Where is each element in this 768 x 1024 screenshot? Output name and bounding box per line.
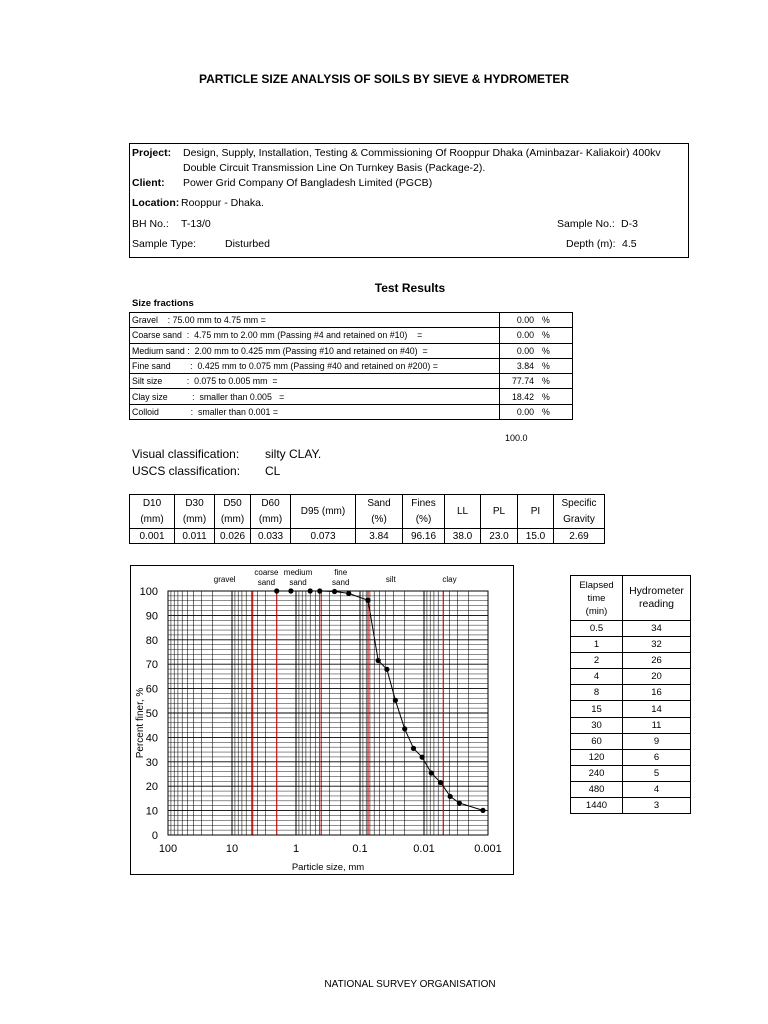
hydrometer-reading-header-line: reading [638, 598, 675, 610]
hydrometer-reading: 26 [623, 653, 691, 669]
data-point [411, 746, 416, 751]
footer: NATIONAL SURVEY ORGANISATION [324, 979, 496, 990]
zone-label: sand [289, 578, 307, 587]
size-fractions-table [129, 312, 573, 420]
elapsed-time: 240 [571, 765, 623, 781]
size-fraction-row [130, 313, 573, 328]
data-point [365, 598, 370, 603]
size-fraction-value: 0.00 [516, 345, 534, 356]
hydrometer-row [571, 701, 691, 717]
bh-value: T-13/0 [181, 218, 211, 230]
elapsed-time: 60 [571, 733, 623, 749]
property-value: 0.033 [251, 529, 291, 544]
project-line-1: Design, Supply, Installation, Testing & Commissioning Of Rooppur Dhaka (Aminbazar- Kaliakoir) 400kv [183, 147, 661, 159]
project-label: Project: [132, 147, 172, 159]
y-tick-label: 80 [145, 634, 158, 647]
property-header [518, 495, 554, 529]
client-label: Client: [132, 177, 165, 189]
hydrometer-header-row [571, 576, 691, 621]
size-fraction-unit: % [542, 315, 550, 326]
hydrometer-reading: 34 [623, 621, 691, 637]
elapsed-time-header-line: (min) [585, 605, 608, 617]
uscs-classification-label: USCS classification: [132, 464, 241, 478]
x-tick-label: 0.001 [474, 843, 502, 855]
property-header [251, 495, 291, 529]
gradation-chart-svg [131, 566, 513, 874]
size-fraction-label: Fine sand : 0.425 mm to 0.075 mm (Passing #40 and retained on #200) = [130, 358, 500, 373]
hydrometer-row [571, 637, 691, 653]
sample-type-label: Sample Type: [132, 238, 197, 250]
size-fraction-row [130, 328, 573, 343]
y-tick-label: 50 [145, 708, 158, 720]
uscs-classification-value: CL [265, 464, 281, 478]
property-value: 0.001 [130, 529, 175, 544]
property-header-line: Fines [411, 497, 436, 509]
property-header-line: LL [456, 505, 469, 517]
property-header-line: Gravity [563, 513, 595, 525]
depth-label: Depth (m): [566, 238, 616, 250]
size-fraction-row [130, 358, 573, 373]
size-fraction-value-cell [500, 404, 573, 419]
x-tick-label: 100 [158, 843, 178, 855]
property-header [481, 495, 518, 529]
sample-no-value: D-3 [621, 218, 638, 230]
property-value: 15.0 [518, 529, 554, 544]
hydrometer-row [571, 717, 691, 733]
y-tick-label: 60 [145, 683, 158, 696]
gradation-chart [130, 565, 514, 875]
page-title: PARTICLE SIZE ANALYSIS OF SOILS BY SIEVE & HYDROMETER [198, 72, 570, 86]
property-value: 2.69 [554, 529, 605, 544]
property-header-line: D50 [223, 497, 242, 509]
size-fraction-value: 18.42 [511, 391, 534, 402]
x-tick-label: 1 [292, 843, 300, 855]
size-fraction-value: 0.00 [516, 330, 534, 341]
y-tick-label: 90 [145, 610, 158, 623]
property-header-line: (mm) [258, 513, 283, 525]
elapsed-time: 15 [571, 701, 623, 717]
elapsed-time: 480 [571, 781, 623, 797]
y-tick-label: 10 [145, 805, 158, 818]
hydrometer-reading: 5 [623, 765, 691, 781]
y-tick-label: 70 [145, 659, 158, 672]
elapsed-time-header [571, 576, 623, 621]
y-tick-label: 40 [145, 732, 158, 745]
sample-type-value: Disturbed [225, 238, 270, 250]
size-fraction-value-cell [500, 313, 573, 328]
hydrometer-row [571, 781, 691, 797]
property-value: 0.026 [215, 529, 251, 544]
zone-label: gravel [213, 575, 236, 584]
size-fraction-unit: % [542, 406, 550, 417]
visual-classification-value: silty CLAY. [265, 447, 322, 461]
y-axis-label: Percent finer, % [135, 687, 146, 759]
data-point [438, 780, 443, 785]
data-point [384, 667, 389, 672]
hydrometer-row [571, 669, 691, 685]
total-percent: 100.0 [505, 433, 528, 443]
size-fraction-value-cell [500, 343, 573, 358]
elapsed-time-header-line: Elapsed [579, 579, 614, 591]
size-fraction-unit: % [542, 391, 550, 402]
property-value: 0.073 [291, 529, 356, 544]
elapsed-time: 8 [571, 685, 623, 701]
size-fraction-row [130, 404, 573, 419]
size-fractions-label: Size fractions [132, 298, 194, 309]
property-value: 96.16 [403, 529, 445, 544]
property-header [445, 495, 481, 529]
zone-label: silt [385, 575, 396, 584]
size-fraction-row [130, 343, 573, 358]
sample-info-box [129, 143, 689, 258]
property-header-line: Sand [367, 497, 391, 509]
zone-label: coarse [254, 568, 279, 577]
hydrometer-reading: 6 [623, 749, 691, 765]
client-value: Power Grid Company Of Bangladesh Limited (PGCB) [183, 177, 433, 189]
size-fraction-unit: % [542, 345, 550, 356]
size-fraction-row [130, 389, 573, 404]
data-point [317, 588, 322, 593]
elapsed-time: 120 [571, 749, 623, 765]
hydrometer-row [571, 621, 691, 637]
hydrometer-row [571, 765, 691, 781]
zone-label: fine [334, 568, 348, 577]
hydrometer-reading: 4 [623, 781, 691, 797]
size-fraction-unit: % [542, 376, 550, 387]
property-header-line: D95 (mm) [300, 505, 346, 517]
hydrometer-row [571, 798, 691, 814]
elapsed-time-header-line: time [587, 592, 606, 604]
size-fraction-value: 0.00 [516, 406, 534, 417]
data-point [420, 755, 425, 760]
property-header [130, 495, 175, 529]
elapsed-time: 30 [571, 717, 623, 733]
hydrometer-reading-header-line: Hydrometer [629, 585, 684, 597]
data-point [308, 588, 313, 593]
elapsed-time: 1440 [571, 798, 623, 814]
data-point [332, 589, 337, 594]
elapsed-time: 4 [571, 669, 623, 685]
hydrometer-table [570, 575, 691, 814]
property-header-line: (mm) [140, 513, 164, 525]
property-header-line: PL [492, 505, 506, 517]
size-fraction-value: 3.84 [516, 361, 534, 372]
property-header [291, 495, 356, 529]
zone-label: sand [257, 578, 276, 587]
y-tick-label: 30 [145, 756, 158, 769]
size-fraction-label: Clay size : smaller than 0.005 = [130, 389, 500, 404]
y-tick-label: 0 [151, 830, 158, 842]
hydrometer-reading: 11 [623, 717, 691, 733]
property-header-line: (mm) [220, 513, 245, 525]
sample-no-label: Sample No.: [557, 218, 615, 230]
property-header-line: (%) [415, 513, 432, 525]
elapsed-time: 2 [571, 653, 623, 669]
size-fraction-label: Coarse sand : 4.75 mm to 2.00 mm (Passing #4 and retained on #10) = [130, 328, 500, 343]
hydrometer-reading-header [623, 576, 691, 621]
size-fraction-label: Gravel : 75.00 mm to 4.75 mm = [130, 313, 500, 328]
property-header-line: PI [530, 505, 541, 517]
gradation-curve [277, 591, 483, 810]
project-line-2: Double Circuit Transmission Line On Turnkey Basis (Package-2). [183, 162, 486, 174]
x-tick-label: 0.01 [413, 843, 435, 855]
data-point [457, 800, 462, 805]
x-tick-label: 0.1 [352, 843, 368, 855]
size-fraction-unit: % [542, 330, 550, 341]
zone-label: medium [283, 568, 313, 577]
depth-value: 4.5 [622, 238, 637, 250]
size-fraction-label: Silt size : 0.075 to 0.005 mm = [130, 374, 500, 389]
data-point [274, 588, 279, 593]
size-fraction-label: Medium sand : 2.00 mm to 0.425 mm (Passing #10 and retained on #40) = [130, 343, 500, 358]
property-header [554, 495, 605, 529]
test-results-title: Test Results [374, 281, 446, 295]
hydrometer-reading: 3 [623, 798, 691, 814]
property-header-line: D60 [261, 497, 280, 509]
property-header-line: D30 [185, 497, 204, 509]
property-value: 38.0 [445, 529, 481, 544]
hydrometer-row [571, 749, 691, 765]
hydrometer-row [571, 733, 691, 749]
y-tick-label: 20 [145, 781, 158, 794]
x-tick-label: 10 [225, 843, 239, 855]
size-fraction-value-cell [500, 358, 573, 373]
data-point [346, 591, 351, 596]
property-header [356, 495, 403, 529]
property-header [175, 495, 215, 529]
property-header-line: D10 [142, 497, 162, 509]
zone-label: clay [442, 575, 457, 584]
soil-properties-table [129, 494, 605, 544]
y-tick-label: 100 [139, 586, 158, 598]
size-fraction-value-cell [500, 374, 573, 389]
data-point [429, 770, 434, 775]
property-header-line: Specific [561, 497, 597, 509]
property-header-line: (mm) [182, 513, 207, 525]
hydrometer-reading: 32 [623, 637, 691, 653]
size-fraction-unit: % [542, 361, 550, 372]
size-fraction-value: 77.74 [511, 376, 534, 387]
property-value: 3.84 [356, 529, 403, 544]
elapsed-time: 0.5 [571, 621, 623, 637]
data-point [393, 698, 398, 703]
x-axis-label: Particle size, mm [291, 862, 365, 873]
size-fraction-label: Colloid : smaller than 0.001 = [130, 404, 500, 419]
property-value: 0.011 [175, 529, 215, 544]
size-fraction-row [130, 374, 573, 389]
visual-classification-label: Visual classification: [132, 447, 240, 461]
location-value: Rooppur - Dhaka. [181, 197, 264, 209]
bh-label: BH No.: [132, 218, 169, 230]
data-point [376, 658, 381, 663]
property-header-line: (%) [371, 513, 387, 525]
data-point [480, 808, 485, 813]
elapsed-time: 1 [571, 637, 623, 653]
size-fraction-value-cell [500, 328, 573, 343]
hydrometer-row [571, 685, 691, 701]
hydrometer-reading: 16 [623, 685, 691, 701]
size-fraction-value-cell [500, 389, 573, 404]
data-point [402, 726, 407, 731]
data-point [448, 794, 453, 799]
property-value: 23.0 [481, 529, 518, 544]
hydrometer-reading: 9 [623, 733, 691, 749]
hydrometer-reading: 20 [623, 669, 691, 685]
size-fraction-value: 0.00 [516, 315, 534, 326]
zone-label: sand [332, 578, 350, 587]
property-header [215, 495, 251, 529]
hydrometer-row [571, 653, 691, 669]
data-point [288, 588, 293, 593]
hydrometer-reading: 14 [623, 701, 691, 717]
location-label: Location: [132, 197, 180, 209]
property-header [403, 495, 445, 529]
